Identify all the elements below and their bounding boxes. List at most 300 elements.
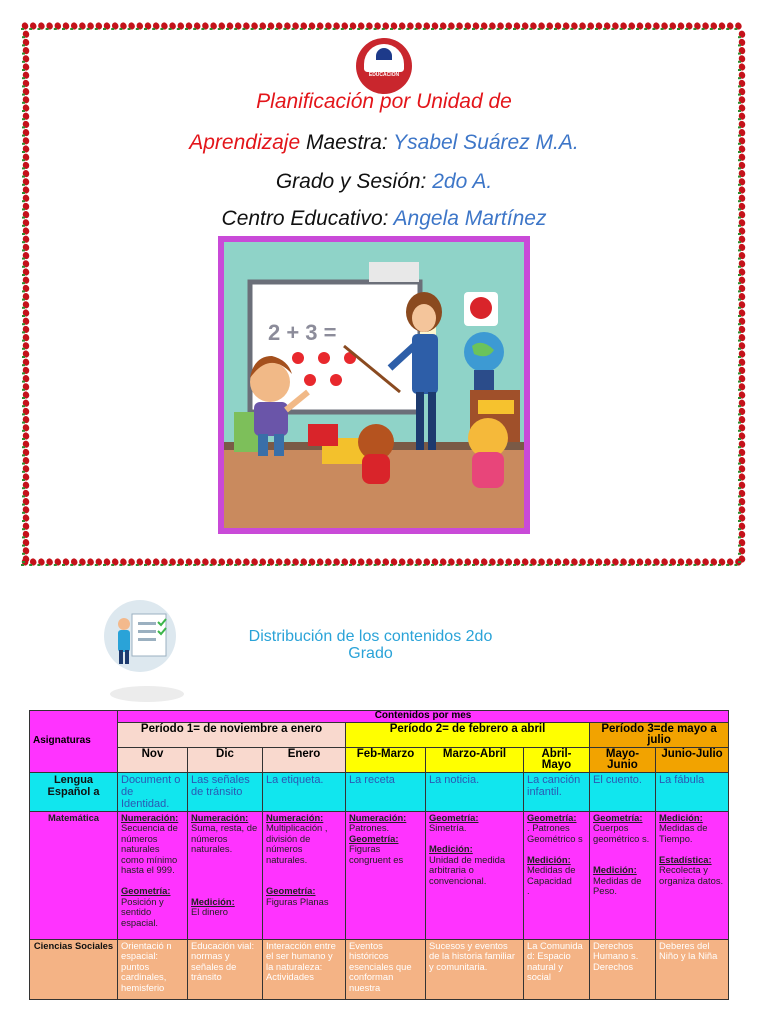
rose-border-icon: [242, 558, 250, 567]
rose-border-icon: [341, 22, 349, 31]
rose-border-icon: [603, 558, 611, 567]
month-header: Abril-Mayo: [524, 747, 590, 772]
rose-border-icon: [119, 22, 127, 31]
rose-border-icon: [738, 325, 746, 334]
rose-border-icon: [738, 235, 746, 244]
maestra-label: Maestra:: [300, 131, 388, 154]
rose-border-icon: [291, 558, 299, 567]
rose-border-icon: [78, 558, 86, 567]
rose-border-icon: [431, 22, 439, 31]
rose-border-icon: [496, 22, 504, 31]
rose-border-icon: [480, 22, 488, 31]
content-cell: Medición: Medidas de Tiempo. Estadística: Recolecta y organiza datos.: [656, 811, 729, 939]
month-header: Junio-Julio: [656, 747, 729, 772]
rose-border-icon: [234, 22, 242, 31]
rose-border-icon: [390, 558, 398, 567]
rose-border-icon: [54, 558, 62, 567]
rose-border-icon: [738, 522, 746, 531]
content-cell: Las señales de tránsito: [188, 772, 263, 811]
rose-border-icon: [738, 456, 746, 465]
rose-border-icon: [22, 514, 30, 523]
rose-border-icon: [250, 558, 258, 567]
rose-border-icon: [22, 407, 30, 416]
rose-border-icon: [423, 558, 431, 567]
rose-border-icon: [382, 22, 390, 31]
board-equation: 2 + 3 =: [268, 320, 337, 345]
rose-border-icon: [546, 558, 554, 567]
rose-border-icon: [332, 22, 340, 31]
rose-border-icon: [226, 22, 234, 31]
grado-line: [0, 170, 768, 194]
rose-border-icon: [587, 558, 595, 567]
rose-border-icon: [570, 22, 578, 31]
rose-border-icon: [22, 505, 30, 514]
dome-icon: [364, 44, 404, 72]
contenidos-header: Contenidos por mes: [118, 711, 729, 723]
month-header: Mayo-Junio: [590, 747, 656, 772]
rose-border-icon: [22, 235, 30, 244]
content-cell: La etiqueta.: [263, 772, 346, 811]
rose-border-icon: [382, 558, 390, 567]
rose-border-icon: [177, 558, 185, 567]
rose-border-icon: [22, 432, 30, 441]
rose-border-icon: [267, 558, 275, 567]
content-cell: Deberes del Niño y la Niña: [656, 939, 729, 999]
rose-border-icon: [644, 558, 652, 567]
rose-border-icon: [513, 558, 521, 567]
rose-border-icon: [86, 558, 94, 567]
table-row-matematica: [30, 811, 729, 939]
content-cell: La fábula: [656, 772, 729, 811]
rose-border-icon: [373, 558, 381, 567]
rose-border-icon: [185, 558, 193, 567]
periodo-2-header: Período 2= de febrero a abril: [346, 722, 590, 747]
rose-border-icon: [349, 558, 357, 567]
rose-border-icon: [357, 22, 365, 31]
rose-border-icon: [472, 22, 480, 31]
rose-border-icon: [283, 558, 291, 567]
rose-border-icon: [234, 558, 242, 567]
rose-border-icon: [738, 243, 746, 252]
rose-border-icon: [611, 22, 619, 31]
rose-border-icon: [226, 558, 234, 567]
rose-border-icon: [738, 350, 746, 359]
rose-border-icon: [546, 22, 554, 31]
rose-border-icon: [22, 284, 30, 293]
rose-border-icon: [22, 194, 30, 203]
content-cell: Numeración: Suma, resta, de números naturales. Medición: El dinero: [188, 811, 263, 939]
content-cell: Geometría: Simetría. Medición: Unidad de medida arbitraria o convencional.: [426, 811, 524, 939]
rose-border-icon: [562, 22, 570, 31]
rose-border-icon: [62, 22, 70, 31]
rose-border-icon: [406, 558, 414, 567]
rose-border-icon: [22, 300, 30, 309]
rose-border-icon: [209, 22, 217, 31]
rose-border-icon: [529, 22, 537, 31]
rose-border-icon: [250, 22, 258, 31]
centro-value: Angela Martínez: [388, 207, 547, 230]
grado-value: 2do A.: [426, 170, 493, 193]
rose-border-icon: [136, 558, 144, 567]
rose-border-icon: [562, 558, 570, 567]
rose-border-icon: [86, 22, 94, 31]
rose-border-icon: [22, 464, 30, 473]
subject-cell: Ciencias Sociales: [30, 939, 118, 999]
title-line-2: [0, 131, 768, 155]
rose-border-icon: [373, 22, 381, 31]
subject-cell: Lengua Español a: [30, 772, 118, 811]
rose-border-icon: [22, 309, 30, 318]
rose-border-icon: [660, 558, 668, 567]
rose-border-icon: [127, 558, 135, 567]
content-cell: La canción infantil.: [524, 772, 590, 811]
rose-border-icon: [738, 309, 746, 318]
rose-border-icon: [439, 22, 447, 31]
rose-border-icon: [119, 558, 127, 567]
rose-border-icon: [738, 505, 746, 514]
rose-border-icon: [22, 251, 30, 260]
month-header: Feb-Marzo: [346, 747, 426, 772]
rose-border-icon: [152, 22, 160, 31]
rose-border-icon: [611, 558, 619, 567]
rose-border-icon: [160, 558, 168, 567]
rose-border-icon: [357, 558, 365, 567]
rose-border-icon: [29, 22, 37, 31]
rose-border-icon: [144, 558, 152, 567]
rose-border-icon: [439, 558, 447, 567]
rose-border-icon: [738, 300, 746, 309]
rose-border-icon: [488, 22, 496, 31]
rose-border-icon: [193, 22, 201, 31]
month-header: Dic: [188, 747, 263, 772]
centro-label: Centro Educativo:: [221, 207, 389, 230]
rose-border-icon: [738, 374, 746, 383]
rose-border-icon: [365, 558, 373, 567]
rose-border-icon: [738, 415, 746, 424]
rose-border-icon: [738, 382, 746, 391]
rose-border-icon: [291, 22, 299, 31]
classroom-illustration: [218, 236, 530, 534]
rose-border-icon: [22, 538, 30, 547]
rose-border-icon: [95, 558, 103, 567]
rose-border-icon: [738, 391, 746, 400]
rose-border-icon: [22, 391, 30, 400]
rose-border-icon: [669, 22, 677, 31]
rose-border-icon: [22, 456, 30, 465]
rose-border-icon: [22, 423, 30, 432]
rose-border-icon: [177, 22, 185, 31]
rose-border-icon: [710, 22, 718, 31]
rose-border-icon: [193, 558, 201, 567]
rose-border-icon: [22, 268, 30, 277]
rose-border-icon: [22, 489, 30, 498]
content-cell: La receta: [346, 772, 426, 811]
rose-border-icon: [738, 120, 746, 129]
rose-border-icon: [636, 558, 644, 567]
rose-border-icon: [22, 38, 30, 47]
rose-border-icon: [390, 22, 398, 31]
rose-border-icon: [160, 22, 168, 31]
rose-border-icon: [488, 558, 496, 567]
rose-border-icon: [22, 350, 30, 359]
rose-border-icon: [738, 440, 746, 449]
rose-border-icon: [259, 22, 267, 31]
rose-border-icon: [738, 161, 746, 170]
table-row-lengua: [30, 772, 729, 811]
rose-border-icon: [738, 514, 746, 523]
content-cell: Orientació n espacial: puntos cardinales, hemisferio: [118, 939, 188, 999]
asignaturas-header: Asignaturas: [30, 711, 118, 773]
rose-border-icon: [29, 558, 37, 567]
rose-border-icon: [554, 558, 562, 567]
rose-border-icon: [22, 374, 30, 383]
rose-border-icon: [718, 22, 726, 31]
subject-cell: Matemática: [30, 811, 118, 939]
rose-border-icon: [144, 22, 152, 31]
rose-border-icon: [587, 22, 595, 31]
rose-border-icon: [718, 558, 726, 567]
rose-border-icon: [267, 22, 275, 31]
rose-border-icon: [738, 423, 746, 432]
section-caption: Distribución de los contenidos 2do Grado: [248, 628, 493, 662]
rose-border-icon: [464, 558, 472, 567]
rose-border-icon: [521, 558, 529, 567]
rose-border-icon: [738, 317, 746, 326]
rose-border-icon: [209, 558, 217, 567]
rose-border-icon: [22, 46, 30, 55]
rose-border-icon: [738, 292, 746, 301]
rose-border-icon: [111, 22, 119, 31]
rose-border-icon: [324, 22, 332, 31]
rose-border-icon: [22, 497, 30, 506]
rose-border-icon: [22, 473, 30, 482]
rose-border-icon: [738, 407, 746, 416]
rose-border-icon: [447, 22, 455, 31]
rose-border-icon: [22, 325, 30, 334]
rose-border-icon: [619, 22, 627, 31]
rose-border-icon: [22, 341, 30, 350]
content-cell: Numeración: Patrones. Geometría: Figuras congruent es: [346, 811, 426, 939]
rose-border-icon: [710, 558, 718, 567]
content-cell: Document o de Identidad.: [118, 772, 188, 811]
rose-border-icon: [22, 276, 30, 285]
rose-border-icon: [22, 71, 30, 80]
rose-border-icon: [570, 558, 578, 567]
rose-border-icon: [619, 558, 627, 567]
rose-border-icon: [455, 558, 463, 567]
rose-border-icon: [738, 284, 746, 293]
content-cell: El cuento.: [590, 772, 656, 811]
section-icon: [104, 600, 176, 672]
rose-border-icon: [349, 22, 357, 31]
rose-border-icon: [537, 558, 545, 567]
rose-border-icon: [37, 558, 45, 567]
rose-border-icon: [472, 558, 480, 567]
rose-border-icon: [734, 22, 742, 31]
rose-border-icon: [726, 558, 734, 567]
rose-border-icon: [738, 71, 746, 80]
rose-border-icon: [521, 22, 529, 31]
rose-border-icon: [738, 538, 746, 547]
rose-border-icon: [218, 558, 226, 567]
content-cell: Interacción entre el ser humano y la naturaleza: Actividades: [263, 939, 346, 999]
rose-border-icon: [275, 22, 283, 31]
rose-border-icon: [22, 54, 30, 63]
rose-border-icon: [652, 22, 660, 31]
rose-border-icon: [332, 558, 340, 567]
rose-border-icon: [21, 22, 29, 31]
rose-border-icon: [738, 432, 746, 441]
rose-border-icon: [201, 558, 209, 567]
rose-border-icon: [701, 558, 709, 567]
content-cell: La Comunida d: Espacio natural y social: [524, 939, 590, 999]
rose-border-icon: [37, 22, 45, 31]
rose-border-icon: [103, 22, 111, 31]
rose-border-icon: [738, 333, 746, 342]
rose-border-icon: [455, 22, 463, 31]
rose-border-icon: [365, 22, 373, 31]
rose-border-icon: [22, 415, 30, 424]
rose-border-icon: [54, 22, 62, 31]
rose-border-icon: [738, 259, 746, 268]
rose-border-icon: [738, 473, 746, 482]
rose-border-icon: [22, 120, 30, 129]
rose-border-icon: [738, 268, 746, 277]
content-cell: Numeración: Secuencia de números naturales como mínimo hasta el 999. Geometría: Posición y sentido espacial.: [118, 811, 188, 939]
rose-border-icon: [22, 333, 30, 342]
rose-border-icon: [738, 79, 746, 88]
rose-border-icon: [738, 46, 746, 55]
rose-border-icon: [414, 22, 422, 31]
rose-border-icon: [185, 22, 193, 31]
rose-border-icon: [447, 558, 455, 567]
rose-border-icon: [595, 22, 603, 31]
rose-border-icon: [111, 558, 119, 567]
ministry-logo: [356, 38, 412, 94]
rose-border-icon: [431, 558, 439, 567]
rose-border-icon: [70, 22, 78, 31]
month-header: Enero: [263, 747, 346, 772]
centro-line: [0, 207, 768, 231]
rose-border-icon: [45, 22, 53, 31]
rose-border-icon: [341, 558, 349, 567]
rose-border-icon: [308, 22, 316, 31]
rose-border-icon: [738, 448, 746, 457]
rose-border-icon: [738, 194, 746, 203]
rose-border-icon: [738, 530, 746, 539]
rose-border-icon: [652, 558, 660, 567]
rose-border-icon: [685, 558, 693, 567]
rose-border-icon: [45, 558, 53, 567]
content-cell: Derechos Humano s. Derechos: [590, 939, 656, 999]
rose-border-icon: [644, 22, 652, 31]
rose-border-icon: [242, 22, 250, 31]
rose-border-icon: [496, 558, 504, 567]
content-table: [29, 710, 729, 1000]
rose-border-icon: [22, 358, 30, 367]
rose-border-icon: [62, 558, 70, 567]
content-cell: Geometría: . Patrones Geométrico s Medición: Medidas de Capacidad .: [524, 811, 590, 939]
rose-border-icon: [505, 22, 513, 31]
rose-border-icon: [316, 22, 324, 31]
rose-border-icon: [738, 251, 746, 260]
rose-border-icon: [505, 558, 513, 567]
rose-border-icon: [22, 399, 30, 408]
rose-border-icon: [22, 440, 30, 449]
rose-border-icon: [22, 63, 30, 72]
content-cell: Educación vial: normas y señales de tránsito: [188, 939, 263, 999]
rose-border-icon: [22, 292, 30, 301]
rose-border-icon: [701, 22, 709, 31]
rose-border-icon: [513, 22, 521, 31]
rose-border-icon: [300, 558, 308, 567]
rose-border-icon: [103, 558, 111, 567]
rose-border-icon: [738, 399, 746, 408]
rose-border-icon: [480, 558, 488, 567]
month-header: Marzo-Abril: [426, 747, 524, 772]
rose-border-icon: [152, 558, 160, 567]
rose-border-icon: [22, 259, 30, 268]
rose-border-icon: [738, 358, 746, 367]
rose-border-icon: [738, 464, 746, 473]
rose-border-icon: [537, 22, 545, 31]
content-cell: La noticia.: [426, 772, 524, 811]
rose-border-icon: [22, 555, 30, 564]
rose-border-icon: [22, 382, 30, 391]
content-cell: Eventos históricos esenciales que conforman nuestra: [346, 939, 426, 999]
periodo-3-header: Período 3=de mayo a julio: [590, 722, 729, 747]
periodo-1-header: Período 1= de noviembre a enero: [118, 722, 346, 747]
maestra-name: Ysabel Suárez M.A.: [387, 131, 579, 154]
content-cell: Sucesos y eventos de la historia familiar y comunitaria.: [426, 939, 524, 999]
title-aprendizaje: Aprendizaje: [189, 131, 301, 154]
rose-border-icon: [22, 366, 30, 375]
rose-border-icon: [201, 22, 209, 31]
rose-border-icon: [738, 555, 746, 564]
rose-border-icon: [628, 558, 636, 567]
rose-border-icon: [406, 22, 414, 31]
rose-border-icon: [669, 558, 677, 567]
rose-border-icon: [324, 558, 332, 567]
rose-border-icon: [398, 22, 406, 31]
rose-border-icon: [693, 22, 701, 31]
rose-border-icon: [283, 22, 291, 31]
rose-border-icon: [22, 161, 30, 170]
rose-border-icon: [738, 497, 746, 506]
month-header: Nov: [118, 747, 188, 772]
rose-border-icon: [578, 22, 586, 31]
rose-border-icon: [603, 22, 611, 31]
rose-border-icon: [398, 558, 406, 567]
rose-border-icon: [738, 481, 746, 490]
rose-border-icon: [578, 558, 586, 567]
rose-border-icon: [275, 558, 283, 567]
rose-border-icon: [22, 79, 30, 88]
rose-border-icon: [660, 22, 668, 31]
content-cell: Numeración: Multiplicación , división de números naturales. Geometría: Figuras Planas: [263, 811, 346, 939]
rose-border-icon: [218, 22, 226, 31]
rose-border-icon: [677, 22, 685, 31]
rose-border-icon: [595, 558, 603, 567]
rose-border-icon: [168, 22, 176, 31]
rose-border-icon: [677, 558, 685, 567]
rose-border-icon: [738, 366, 746, 375]
rose-border-icon: [726, 22, 734, 31]
rose-border-icon: [70, 558, 78, 567]
rose-border-icon: [22, 546, 30, 555]
rose-border-icon: [738, 54, 746, 63]
rose-border-icon: [127, 22, 135, 31]
